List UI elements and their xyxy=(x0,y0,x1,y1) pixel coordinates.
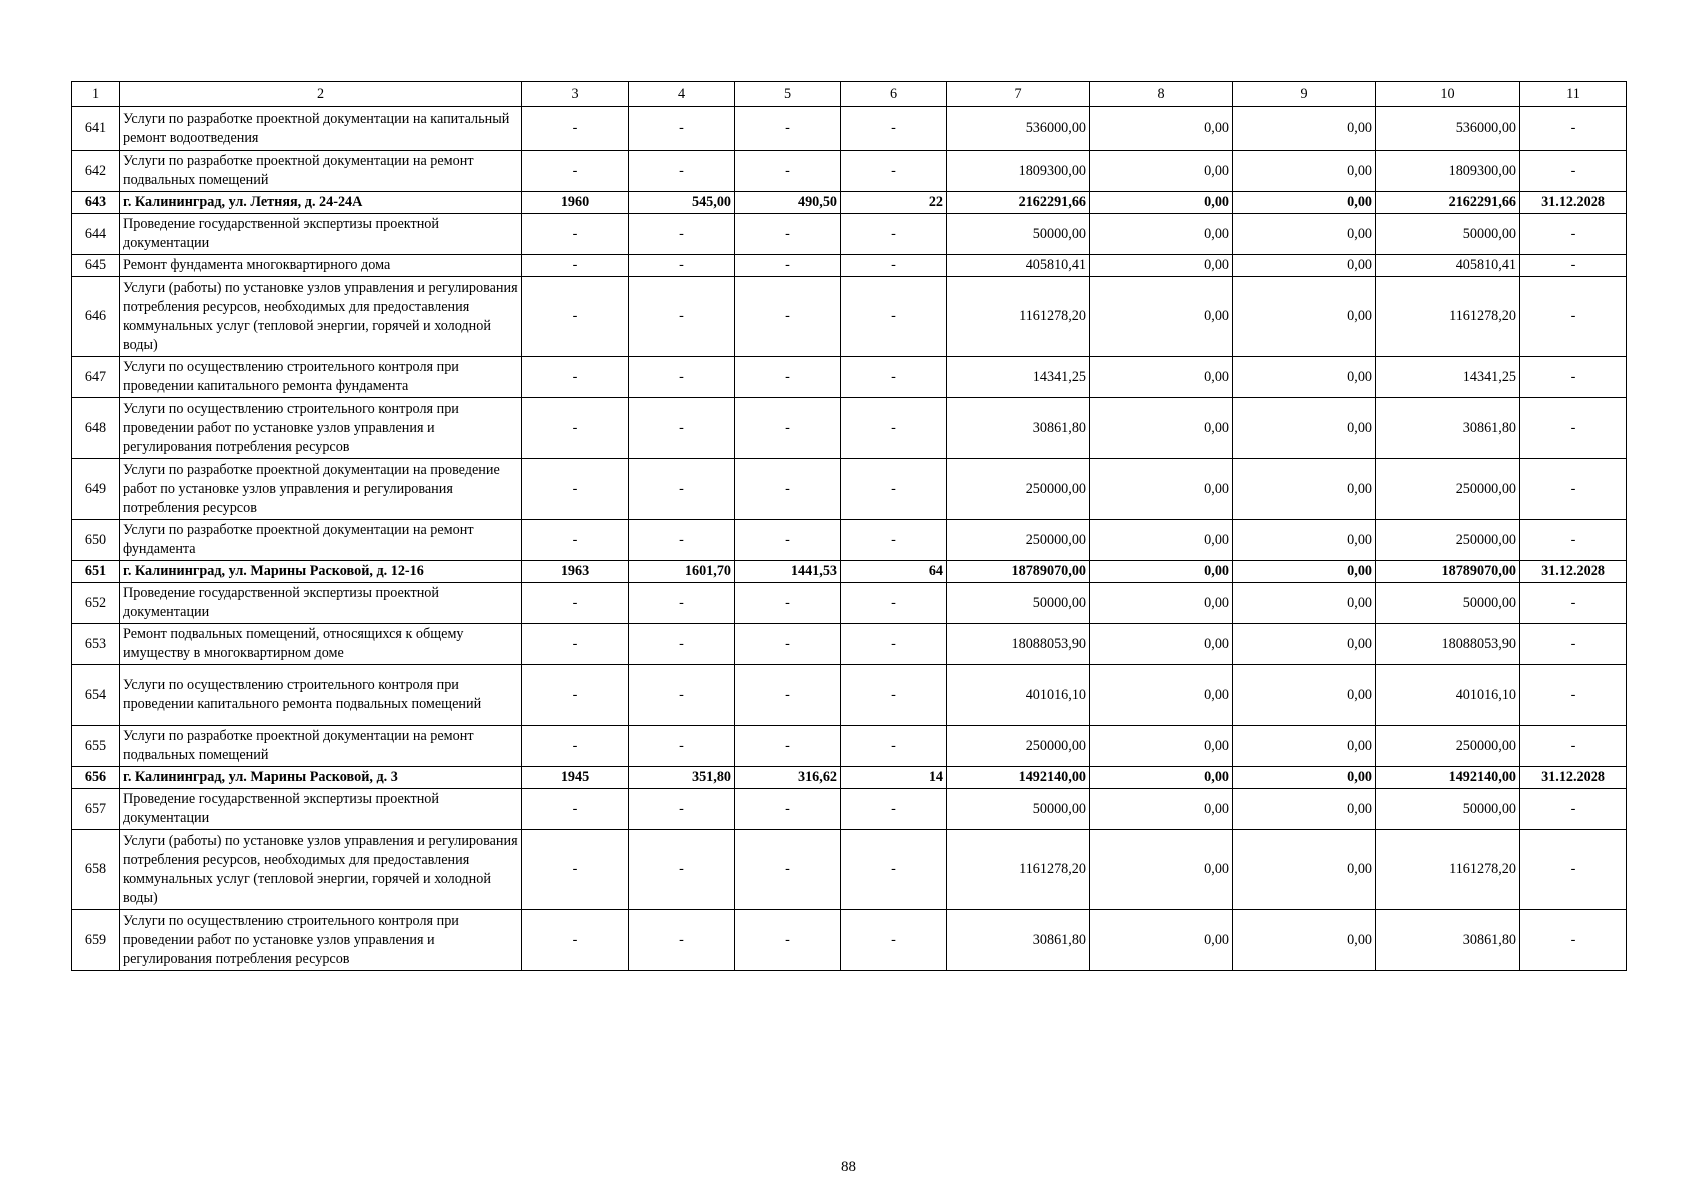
cell-col9: 0,00 xyxy=(1233,357,1376,398)
row-name: Услуги по разработке проектной документации на ремонт фундамента xyxy=(120,520,522,561)
row-number: 645 xyxy=(72,255,120,277)
cell-col11: - xyxy=(1520,151,1627,192)
cell-col9: 0,00 xyxy=(1233,583,1376,624)
cell-col3: - xyxy=(522,520,629,561)
cell-col3: - xyxy=(522,277,629,357)
cell-col10: 30861,80 xyxy=(1376,910,1520,971)
table-row xyxy=(72,459,1627,520)
cell-col11: - xyxy=(1520,277,1627,357)
cell-col4: - xyxy=(629,151,735,192)
table-row xyxy=(72,151,1627,192)
row-number: 649 xyxy=(72,459,120,520)
cell-col6: - xyxy=(841,107,947,151)
cell-col9: 0,00 xyxy=(1233,520,1376,561)
column-header: 9 xyxy=(1233,82,1376,107)
cell-col7: 30861,80 xyxy=(947,398,1090,459)
table-row xyxy=(72,624,1627,665)
cell-col6: - xyxy=(841,520,947,561)
cell-col7: 18088053,90 xyxy=(947,624,1090,665)
cell-col5: - xyxy=(735,789,841,830)
cell-col7: 30861,80 xyxy=(947,910,1090,971)
cell-col11: - xyxy=(1520,830,1627,910)
column-header: 11 xyxy=(1520,82,1627,107)
row-number: 654 xyxy=(72,665,120,726)
cell-col7: 2162291,66 xyxy=(947,192,1090,214)
row-name: Ремонт подвальных помещений, относящихся к общему имуществу в многоквартирном доме xyxy=(120,624,522,665)
cell-col7: 401016,10 xyxy=(947,665,1090,726)
cell-col6: - xyxy=(841,624,947,665)
cell-col7: 14341,25 xyxy=(947,357,1090,398)
cell-col4: - xyxy=(629,459,735,520)
cell-col11: - xyxy=(1520,789,1627,830)
cell-col11: - xyxy=(1520,107,1627,151)
cell-col3: - xyxy=(522,830,629,910)
cell-col5: - xyxy=(735,255,841,277)
cell-col8: 0,00 xyxy=(1090,726,1233,767)
cell-col8: 0,00 xyxy=(1090,665,1233,726)
cell-col5: - xyxy=(735,583,841,624)
cell-col6: - xyxy=(841,151,947,192)
cell-col5: - xyxy=(735,665,841,726)
cell-col10: 1161278,20 xyxy=(1376,277,1520,357)
cell-col4: - xyxy=(629,255,735,277)
column-header: 6 xyxy=(841,82,947,107)
table-row xyxy=(72,520,1627,561)
cell-col10: 18088053,90 xyxy=(1376,624,1520,665)
table-body xyxy=(72,107,1627,971)
cell-col6: - xyxy=(841,459,947,520)
table-row xyxy=(72,561,1627,583)
cell-col7: 50000,00 xyxy=(947,583,1090,624)
cell-col6: - xyxy=(841,726,947,767)
column-header: 2 xyxy=(120,82,522,107)
cell-col10: 250000,00 xyxy=(1376,726,1520,767)
cell-col3: - xyxy=(522,255,629,277)
row-name: Услуги по разработке проектной документации на ремонт подвальных помещений xyxy=(120,726,522,767)
cell-col9: 0,00 xyxy=(1233,214,1376,255)
cell-col3: - xyxy=(522,214,629,255)
table-row xyxy=(72,107,1627,151)
cell-col10: 405810,41 xyxy=(1376,255,1520,277)
cell-col4: - xyxy=(629,789,735,830)
cell-col4: - xyxy=(629,520,735,561)
table-row xyxy=(72,214,1627,255)
cell-col9: 0,00 xyxy=(1233,107,1376,151)
cell-col7: 250000,00 xyxy=(947,459,1090,520)
cell-col9: 0,00 xyxy=(1233,665,1376,726)
cell-col8: 0,00 xyxy=(1090,789,1233,830)
cell-col4: - xyxy=(629,277,735,357)
cell-col8: 0,00 xyxy=(1090,520,1233,561)
cell-col10: 30861,80 xyxy=(1376,398,1520,459)
column-header: 10 xyxy=(1376,82,1520,107)
table-row xyxy=(72,192,1627,214)
cell-col9: 0,00 xyxy=(1233,398,1376,459)
cell-col5: - xyxy=(735,107,841,151)
header-row xyxy=(72,82,1627,107)
cell-col7: 405810,41 xyxy=(947,255,1090,277)
cell-col5: - xyxy=(735,910,841,971)
cell-col4: - xyxy=(629,624,735,665)
cell-col8: 0,00 xyxy=(1090,624,1233,665)
table-row xyxy=(72,910,1627,971)
cell-col11: 31.12.2028 xyxy=(1520,192,1627,214)
cell-col4: - xyxy=(629,910,735,971)
cell-col10: 401016,10 xyxy=(1376,665,1520,726)
cell-col5: - xyxy=(735,830,841,910)
cell-col6: - xyxy=(841,830,947,910)
cell-col5: 316,62 xyxy=(735,767,841,789)
cell-col7: 1161278,20 xyxy=(947,830,1090,910)
cell-col7: 250000,00 xyxy=(947,520,1090,561)
row-number: 659 xyxy=(72,910,120,971)
row-name: Услуги (работы) по установке узлов управления и регулирования потребления ресурсов, необходимых для предоставления коммунальных услуг (тепловой энергии, горячей и холодной воды) xyxy=(120,830,522,910)
cell-col7: 50000,00 xyxy=(947,789,1090,830)
cell-col11: - xyxy=(1520,624,1627,665)
cell-col11: - xyxy=(1520,520,1627,561)
row-name: Услуги по осуществлению строительного контроля при проведении работ по установке узлов управления и регулирования потребления ресурсов xyxy=(120,398,522,459)
row-name: Услуги по осуществлению строительного контроля при проведении капитального ремонта подвальных помещений xyxy=(120,665,522,726)
cell-col10: 2162291,66 xyxy=(1376,192,1520,214)
column-header: 7 xyxy=(947,82,1090,107)
cell-col10: 50000,00 xyxy=(1376,214,1520,255)
cell-col7: 18789070,00 xyxy=(947,561,1090,583)
cell-col7: 536000,00 xyxy=(947,107,1090,151)
row-number: 653 xyxy=(72,624,120,665)
cell-col8: 0,00 xyxy=(1090,151,1233,192)
cell-col8: 0,00 xyxy=(1090,398,1233,459)
row-name: Ремонт фундамента многоквартирного дома xyxy=(120,255,522,277)
cell-col4: 545,00 xyxy=(629,192,735,214)
cell-col10: 50000,00 xyxy=(1376,789,1520,830)
cell-col6: - xyxy=(841,277,947,357)
cell-col9: 0,00 xyxy=(1233,910,1376,971)
cell-col8: 0,00 xyxy=(1090,255,1233,277)
cell-col6: 14 xyxy=(841,767,947,789)
cell-col11: - xyxy=(1520,910,1627,971)
cell-col5: 1441,53 xyxy=(735,561,841,583)
cell-col10: 250000,00 xyxy=(1376,520,1520,561)
row-number: 643 xyxy=(72,192,120,214)
cell-col5: - xyxy=(735,357,841,398)
row-name: Проведение государственной экспертизы проектной документации xyxy=(120,214,522,255)
row-number: 658 xyxy=(72,830,120,910)
cell-col5: - xyxy=(735,459,841,520)
row-name: Проведение государственной экспертизы проектной документации xyxy=(120,583,522,624)
column-header: 8 xyxy=(1090,82,1233,107)
cell-col5: - xyxy=(735,214,841,255)
cell-col8: 0,00 xyxy=(1090,192,1233,214)
cell-col3: - xyxy=(522,910,629,971)
cell-col10: 50000,00 xyxy=(1376,583,1520,624)
cell-col6: - xyxy=(841,214,947,255)
cell-col9: 0,00 xyxy=(1233,624,1376,665)
cell-col3: 1945 xyxy=(522,767,629,789)
cell-col11: - xyxy=(1520,255,1627,277)
cell-col8: 0,00 xyxy=(1090,277,1233,357)
cell-col6: - xyxy=(841,398,947,459)
table-row xyxy=(72,665,1627,726)
table-row xyxy=(72,255,1627,277)
cell-col4: - xyxy=(629,214,735,255)
row-name: Услуги по разработке проектной документации на капитальный ремонт водоотведения xyxy=(120,107,522,151)
cell-col6: 64 xyxy=(841,561,947,583)
cell-col4: - xyxy=(629,357,735,398)
row-number: 657 xyxy=(72,789,120,830)
cell-col9: 0,00 xyxy=(1233,255,1376,277)
cell-col10: 14341,25 xyxy=(1376,357,1520,398)
cell-col3: - xyxy=(522,583,629,624)
cell-col9: 0,00 xyxy=(1233,789,1376,830)
data-table xyxy=(71,81,1627,971)
table-row xyxy=(72,726,1627,767)
cell-col11: - xyxy=(1520,665,1627,726)
cell-col6: - xyxy=(841,357,947,398)
cell-col10: 1809300,00 xyxy=(1376,151,1520,192)
column-header: 4 xyxy=(629,82,735,107)
cell-col3: - xyxy=(522,726,629,767)
cell-col11: - xyxy=(1520,726,1627,767)
cell-col9: 0,00 xyxy=(1233,830,1376,910)
cell-col9: 0,00 xyxy=(1233,192,1376,214)
page-number: 88 xyxy=(841,1159,856,1175)
table-row xyxy=(72,583,1627,624)
cell-col4: - xyxy=(629,398,735,459)
cell-col8: 0,00 xyxy=(1090,357,1233,398)
cell-col7: 250000,00 xyxy=(947,726,1090,767)
row-name: Услуги по осуществлению строительного контроля при проведении работ по установке узлов управления и регулирования потребления ресурсов xyxy=(120,910,522,971)
cell-col5: - xyxy=(735,398,841,459)
cell-col11: 31.12.2028 xyxy=(1520,767,1627,789)
cell-col5: 490,50 xyxy=(735,192,841,214)
cell-col3: - xyxy=(522,151,629,192)
cell-col9: 0,00 xyxy=(1233,767,1376,789)
row-number: 642 xyxy=(72,151,120,192)
cell-col3: - xyxy=(522,624,629,665)
cell-col6: - xyxy=(841,583,947,624)
cell-col8: 0,00 xyxy=(1090,107,1233,151)
cell-col5: - xyxy=(735,624,841,665)
row-number: 650 xyxy=(72,520,120,561)
cell-col11: 31.12.2028 xyxy=(1520,561,1627,583)
cell-col6: - xyxy=(841,255,947,277)
cell-col9: 0,00 xyxy=(1233,561,1376,583)
cell-col4: - xyxy=(629,583,735,624)
cell-col9: 0,00 xyxy=(1233,151,1376,192)
table-row xyxy=(72,830,1627,910)
table-row xyxy=(72,277,1627,357)
cell-col9: 0,00 xyxy=(1233,726,1376,767)
cell-col11: - xyxy=(1520,357,1627,398)
cell-col11: - xyxy=(1520,398,1627,459)
cell-col3: - xyxy=(522,357,629,398)
row-name: Услуги по осуществлению строительного контроля при проведении капитального ремонта фундамента xyxy=(120,357,522,398)
cell-col10: 250000,00 xyxy=(1376,459,1520,520)
table-row xyxy=(72,357,1627,398)
row-name: Услуги (работы) по установке узлов управления и регулирования потребления ресурсов, необходимых для предоставления коммунальных услуг (тепловой энергии, горячей и холодной воды) xyxy=(120,277,522,357)
cell-col3: - xyxy=(522,789,629,830)
column-header: 3 xyxy=(522,82,629,107)
row-number: 655 xyxy=(72,726,120,767)
cell-col4: - xyxy=(629,726,735,767)
row-number: 656 xyxy=(72,767,120,789)
row-name: Проведение государственной экспертизы проектной документации xyxy=(120,789,522,830)
row-number: 651 xyxy=(72,561,120,583)
cell-col10: 1492140,00 xyxy=(1376,767,1520,789)
cell-col8: 0,00 xyxy=(1090,830,1233,910)
cell-col6: 22 xyxy=(841,192,947,214)
cell-col7: 1161278,20 xyxy=(947,277,1090,357)
cell-col3: - xyxy=(522,459,629,520)
cell-col5: - xyxy=(735,151,841,192)
row-number: 652 xyxy=(72,583,120,624)
cell-col11: - xyxy=(1520,459,1627,520)
cell-col5: - xyxy=(735,520,841,561)
cell-col3: 1960 xyxy=(522,192,629,214)
table-row xyxy=(72,767,1627,789)
table-row xyxy=(72,398,1627,459)
cell-col11: - xyxy=(1520,214,1627,255)
cell-col9: 0,00 xyxy=(1233,459,1376,520)
cell-col6: - xyxy=(841,789,947,830)
row-name: Услуги по разработке проектной документации на проведение работ по установке узлов управления и регулирования потребления ресурсов xyxy=(120,459,522,520)
column-header: 1 xyxy=(72,82,120,107)
cell-col7: 1809300,00 xyxy=(947,151,1090,192)
cell-col3: - xyxy=(522,665,629,726)
cell-col7: 1492140,00 xyxy=(947,767,1090,789)
cell-col10: 536000,00 xyxy=(1376,107,1520,151)
cell-col8: 0,00 xyxy=(1090,459,1233,520)
cell-col4: 351,80 xyxy=(629,767,735,789)
cell-col5: - xyxy=(735,277,841,357)
cell-col9: 0,00 xyxy=(1233,277,1376,357)
cell-col4: - xyxy=(629,107,735,151)
cell-col8: 0,00 xyxy=(1090,214,1233,255)
cell-col5: - xyxy=(735,726,841,767)
column-header: 5 xyxy=(735,82,841,107)
cell-col6: - xyxy=(841,665,947,726)
row-number: 641 xyxy=(72,107,120,151)
row-number: 646 xyxy=(72,277,120,357)
row-name: Услуги по разработке проектной документации на ремонт подвальных помещений xyxy=(120,151,522,192)
cell-col8: 0,00 xyxy=(1090,583,1233,624)
row-name: г. Калининград, ул. Марины Расковой, д. 3 xyxy=(120,767,522,789)
row-number: 648 xyxy=(72,398,120,459)
cell-col3: 1963 xyxy=(522,561,629,583)
row-name: г. Калининград, ул. Марины Расковой, д. 12-16 xyxy=(120,561,522,583)
cell-col8: 0,00 xyxy=(1090,767,1233,789)
cell-col4: - xyxy=(629,665,735,726)
row-name: г. Калининград, ул. Летняя, д. 24-24А xyxy=(120,192,522,214)
cell-col11: - xyxy=(1520,583,1627,624)
cell-col4: 1601,70 xyxy=(629,561,735,583)
cell-col3: - xyxy=(522,398,629,459)
row-number: 647 xyxy=(72,357,120,398)
table-row xyxy=(72,789,1627,830)
cell-col3: - xyxy=(522,107,629,151)
cell-col7: 50000,00 xyxy=(947,214,1090,255)
cell-col8: 0,00 xyxy=(1090,910,1233,971)
cell-col8: 0,00 xyxy=(1090,561,1233,583)
cell-col6: - xyxy=(841,910,947,971)
cell-col4: - xyxy=(629,830,735,910)
row-number: 644 xyxy=(72,214,120,255)
cell-col10: 18789070,00 xyxy=(1376,561,1520,583)
cell-col10: 1161278,20 xyxy=(1376,830,1520,910)
